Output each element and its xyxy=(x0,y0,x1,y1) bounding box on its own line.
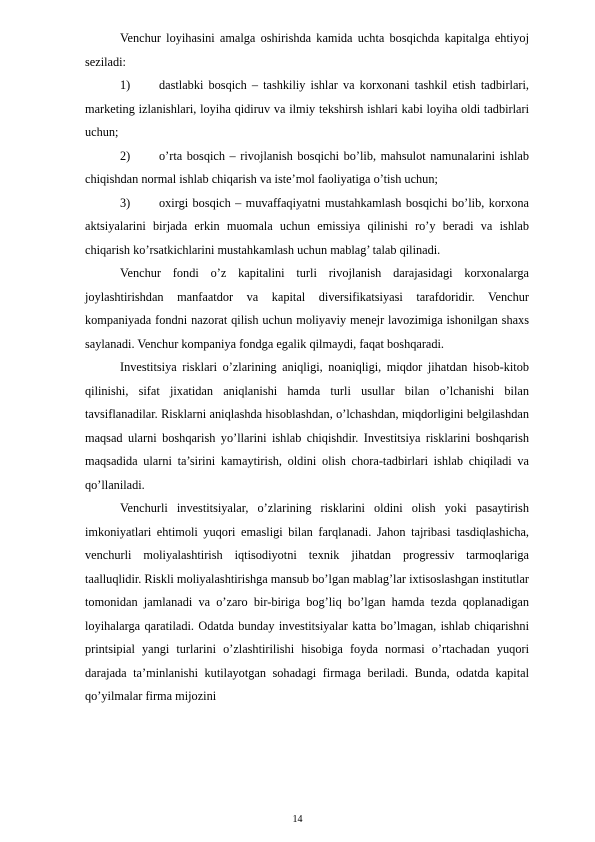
paragraph-intro: Venchur loyihasini amalga oshirishda kamida uchta bosqichda kapitalga ehtiyoj seziladi: xyxy=(85,31,529,69)
paragraph-investment-risks: Investitsiya risklari o’zlarining aniqligi, noaniqligi, miqdor jihatdan hisob-kitob qilinishi, sifat jixatidan aniqlanishi hamda turli usullar bilan o’lchanishi bilan tavsiflanadilar. Risklarni aniqlashda hisoblashdan, o’lchashdan, miqdorligini belgilashdan maqsad ularni boshqarish yo’llarini ishlab chiqishdir. Investitsiya risklarini boshqarish maqsadida ularni ta’sirini kamaytirish, oldini olish chora-tadbirlari ishlab chiqiladi va qo’llaniladi. xyxy=(85,360,529,492)
paragraph-venture-investments: Venchurli investitsiyalar, o’zlarining risklarini oldini olish yoki pasaytirish imkoniyatlari ehtimoli yuqori emasligi bilan farqlanadi. Jahon tajribasi tasdiqlashicha, venchurli moliyalashtirish iqtisodiyotni texnik jihatdan progressiv tarmoqlariga taalluqlidir. Riskli moliyalashtirishga mansub bo’lgan mablag’lar ixtisoslashgan institutlar tomonidan jamlanadi va o’zaro bir-biriga bog’liq bo’lgan hamda tezda qoplanadigan loyihalarga qaratiladi. Odatda bunday investitsiyalar katta bo’lmagan, ishlab chiqarishni printsipial yangi turlarini o’zlashtirilishi hisobiga foyda normasi o’rtachadan yuqori darajada ta’minlanishi kutilayotgan sohadagi firmaga beriladi. Bunda, odatda kapital qo’yilmalar firma mijozini xyxy=(85,501,529,703)
list-item-number: 3) xyxy=(120,195,131,210)
paragraph-venture-fund: Venchur fondi o’z kapitalini turli rivojlanish darajasidagi korxonalarga joylashtirishdan manfaatdor va kapital diversifikatsiyasi tarafdoridir. Venchur kompaniyada fondni nazorat qilish uchun moliyaviy menejr lavozimiga ishonilgan shaxs saylanadi. Venchur kompaniya fondga egalik qilmaydi, faqat boshqaradi. xyxy=(85,266,529,351)
list-item-number: 2) xyxy=(120,148,131,163)
list-item-text: oxirgi bosqich – muvaffaqiyatni mustahkamlash bosqichi bo’lib, korxona aktsiyalarini birjada erkin muomala uchun emissiya qilinishi ro’y beradi va ishlab chiqarish ko’rsatkichlarini mustahkamlash uchun mablag’ talab qilinadi. xyxy=(85,195,529,257)
list-item xyxy=(85,145,529,192)
page-number: 14 xyxy=(292,814,303,825)
list-item xyxy=(85,74,529,145)
list-item-number: 1) xyxy=(120,78,131,92)
list-item-text: o’rta bosqich – rivojlanish bosqichi bo’lib, mahsulot namunalarini ishlab chiqishdan normal ishlab chiqarish va iste’mol faoliyatiga o’tish uchun; xyxy=(85,148,529,186)
list-item xyxy=(85,192,529,263)
page-content xyxy=(85,27,529,709)
list-item-text: dastlabki bosqich – tashkiliy ishlar va korxonani tashkil etish tadbirlari, marketing izlanishlari, loyiha qidiruv va ilmiy tekshirsh ishlari kabi loyiha oldi tadbirlari uchun; xyxy=(85,78,529,139)
